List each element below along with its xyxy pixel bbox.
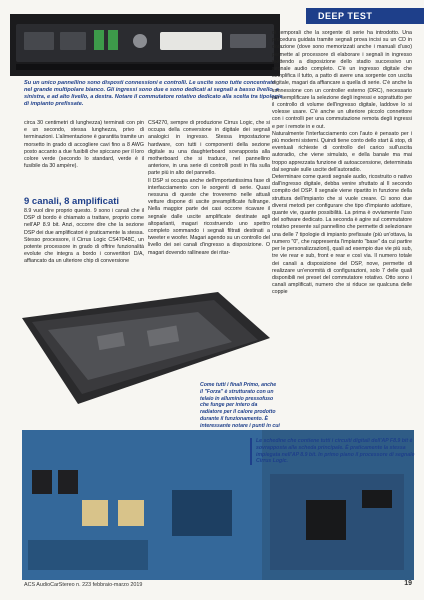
column-middle	[148, 120, 270, 257]
column-right	[272, 30, 412, 297]
page-footer: ACS AudioCarStereo n. 223 febbraio-marzo 2019	[24, 582, 143, 588]
amplifier-connector-photo	[10, 14, 280, 76]
article-subheading: 9 canali, 8 amplificati	[24, 196, 120, 207]
board-caption: Le schedine che contiene tutti i circuiti digitali dell'AP F8.9 bit è sovrapposta alla scheda principale. È praticamente la stessa impiegata nell'AP 8.9 bit. In primo piano il processore di segnale Cirrus Logic.	[250, 438, 416, 465]
paragraph: circa 30 centimetri di lunghezza) terminati con pin e un secondo, stessa lunghezza, privo di terminazioni. L'alimentazione è garantita tramite un morsetto in grado di accogliere cavi fino a 8 AWG posto accanto a due fusibili che spiccano per il loro colore verde (secondo lo standard, verde è il fusibile da 30 ampère).	[24, 120, 144, 170]
paragraph: Determinare come questi segnale audio, ricostruito o nativo dall'ingresso digitale, debba venire sfruttato al Il secondo compito del DSP. Il segnale viene ripartito in funzione della struttura dell'impianto che si vuole creare. Ci sono due diversi metodi per configurare che tipo d'impianto adottare, quante vie, quante possibilità. La prima è ovviamente l'uso del software dedicato. La seconda è agire sul commutatore rotativo presente sul pannellino che permette di selezionare una delle 7 tipologie di impianto prefissate (più un'ottava, la numero "0", che rappresenta l'impianto "base" da cui partire per le personalizzazioni), quali ad esempio due vie più sub, tre vie rear e sub, front e rear e così via. Il numero totale dei canali a disposizione del DSP, nove, permette di realizzare un'enormità di configurazioni, solo 7 delle quali disponibili nei preset del commutatore rotativo. Otto sono i canali amplificati, numero che si riduce se qualcuna delle coppie	[272, 174, 412, 296]
chassis-caption: Come tutti i finali Primo, anche il "Forza" è strutturato con un telaio in alluminio pressofuso che funge per intero da radiatore per il calore prodotto durante il funzionamento. È interessante notare i punti in cui	[200, 382, 280, 429]
paragraph: 8.9 vuol dire proprio questo. 9 sono i canali che il DSP di bordo è chiamato a trattare, proprio come nell'AP 8.9 bit. Anzi, occorre dire che la sezione DSP dei due amplificatori è praticamente la stessa. Stesso processore, il Cirrus Logic CS47048C, un potente processore in grado di offrire funzionalità evolute che integra a bordo i convertitori D/A, affiancato da un ulteriore chip di conversione	[24, 208, 144, 265]
page-number: 19	[404, 580, 412, 587]
section-header: DEEP TEST	[306, 8, 424, 24]
column-left-top	[24, 120, 144, 170]
paragraph: Naturalmente l'interfacciamento con l'auto è pensato per i più moderni sistemi. Quindi tiene conto dello start & stop, di eventuali richieste di controllo del carico sull'uscita autoradio, che viene simulato, e della banale ma mai troppo apprezzata funzione di autoaccensione, determinata dal segnale sulle uscite dell'autoradio.	[272, 130, 412, 173]
top-photo-caption: Su un unico pannellino sono disposti connessioni e controlli. Le uscite sono tutte concentrate nel grande multipolare bianco. Gli ingressi sono due e sono dedicati ai segnali a basso livello, a sinistra, e ad alto livello, a destra. Notare il commutatore rotativo dedicato alla scelta tra tipologie di impianto prefissate.	[24, 80, 283, 107]
column-left-bottom	[24, 208, 144, 266]
paragraph: CS4270, sempre di produzione Cirrus Logic, che si occupa della conversione in digitale dei segnali analogici in ingresso. Stessa impostazione hardware, con tutti i componenti della sezione digitale su una daughterboard sovrapposta alla motherboard che si traduce, nel pannellino anteriore, in una serie di controlli posti in fila sulla parte più in alto del pannello.	[148, 120, 270, 177]
paragraph: Il DSP si occupa anche dell'importantissima fase di interfacciamento con le sorgenti di serie. Quasi nessuna di queste che troveremo nelle attuali vetture dispone di uscite preamplificate fullrange. Nella maggior parte dei casi occorre ricavare il segnale dalle uscite amplificate destinate agli altoparlanti, magari ricostruendo uno spettro completo sommando i segnali filtrati destinati a tweeter e woofer. Magari agendo su un controllo del livello dei sei canali d'ingresso a disposizione. O magari dovendo rallineare dei ritar-	[148, 177, 270, 256]
paragraph: di temporali che la sorgente di serie ha introdotto. Una procedura guidata tramite segnali prova incisi su un CD in dotazione (dove sono memorizzati anche i manuali d'uso) permette al processore di elaborare i segnali in ingresso mettendo a disposizione dello stadio successivo un segnale audio completo. C'è un ingresso digitale che semplifica il tutto, a patto di avere una sorgente con uscita digitale, magari da affiancare a quella di serie. C'è anche la connessione con un controller esterno (DRC), necessario per semplificare la selezione degli ingressi e soprattutto per il controllo di volume dell'ingresso digitale, laddove lo si volesse usare. C'è anche un ulteriore piccolo connettore con i controlli per una commutazione remota degli ingressi e per i remote in e out.	[272, 30, 412, 130]
